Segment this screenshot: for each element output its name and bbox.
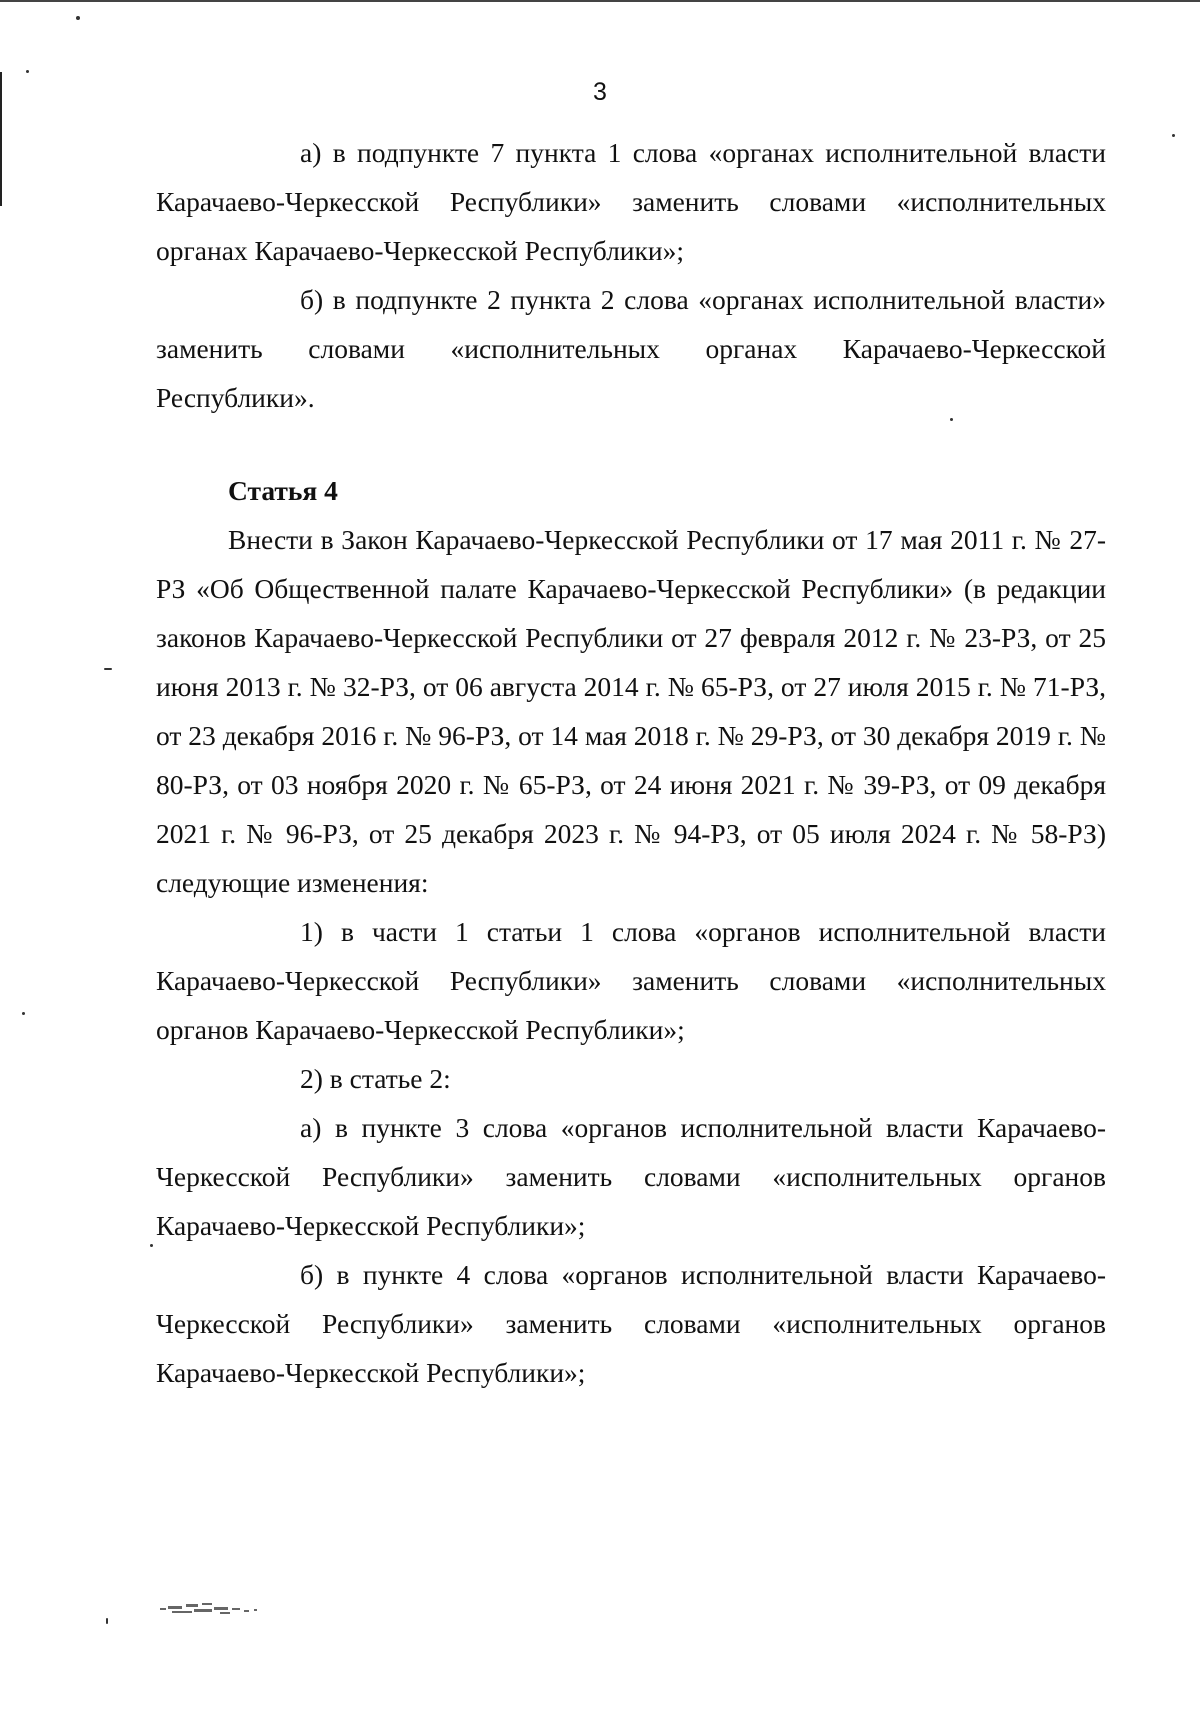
paragraph-b (156, 275, 1106, 422)
article-item-1 (156, 907, 1106, 1054)
list-marker: 2) (300, 1063, 323, 1094)
item-text: в статье 2: (329, 1063, 451, 1094)
list-marker: б) (300, 1259, 324, 1290)
paragraph-text: в подпункте 7 пункта 1 слова «органах исполнительной власти Карачаево-Черкесской Республики» заменить словами «исполнительных органах Карачаево-Черкесской Республики»; (156, 137, 1106, 266)
paragraph-a (156, 128, 1106, 275)
paragraph-text: в подпункте 2 пункта 2 слова «органах исполнительной власти» заменить словами «исполнительных органах Карачаево-Черкесской Республики». (156, 284, 1107, 413)
scan-smudge-mark (158, 1600, 268, 1618)
document-body (156, 128, 1106, 1397)
scan-speck (76, 16, 80, 20)
page-number: 3 (593, 78, 607, 106)
item-text: в пункте 4 слова «органов исполнительной власти Карачаево-Черкесской Республики» заменить словами «исполнительных органов Карачаево-Черкесской Республики»; (156, 1259, 1107, 1388)
article-item-2 (156, 1054, 1106, 1103)
scan-speck (26, 70, 29, 73)
scan-speck (1172, 134, 1175, 137)
item-text: в пункте 3 слова «органов исполнительной власти Карачаево-Черкесской Республики» заменить словами «исполнительных органов Карачаево-Черкесской Республики»; (156, 1112, 1107, 1241)
article-title: Статья 4 (228, 475, 338, 506)
scan-speck (106, 1618, 108, 1624)
list-marker: а) (300, 1112, 322, 1143)
scan-top-edge-line (0, 0, 1200, 2)
scan-speck (22, 1012, 25, 1015)
article-intro: Внести в Закон Карачаево-Черкесской Республики от 17 мая 2011 г. № 27-РЗ «Об Общественной палате Карачаево-Черкесской Республики» (в редакции законов Карачаево-Черкесской Республики от 27 февраля 2012 г. № 23-РЗ, от 25 июня 2013 г. № 32-РЗ, от 06 августа 2014 г. № 65-РЗ, от 27 июля 2015 г. № 71-РЗ, от 23 декабря 2016 г. № 96-РЗ, от 14 мая 2018 г. № 29-РЗ, от 30 декабря 2019 г. № 80-РЗ, от 03 ноября 2020 г. № 65-РЗ, от 24 июня 2021 г. № 39-РЗ, от 09 декабря 2021 г. № 96-РЗ, от 25 декабря 2023 г. № 94-РЗ, от 05 июля 2024 г. № 58-РЗ) следующие изменения: (156, 524, 1106, 898)
article-item-2a (156, 1103, 1106, 1250)
scan-speck (150, 1244, 153, 1247)
article-item-2b (156, 1250, 1106, 1397)
list-marker: 1) (300, 916, 323, 947)
list-marker: а) (300, 137, 322, 168)
scan-speck (104, 668, 112, 670)
list-marker: б) (300, 284, 324, 315)
item-text: в части 1 статьи 1 слова «органов исполнительной власти Карачаево-Черкесской Республики» заменить словами «исполнительных органов Карачаево-Черкесской Республики»; (156, 916, 1106, 1045)
